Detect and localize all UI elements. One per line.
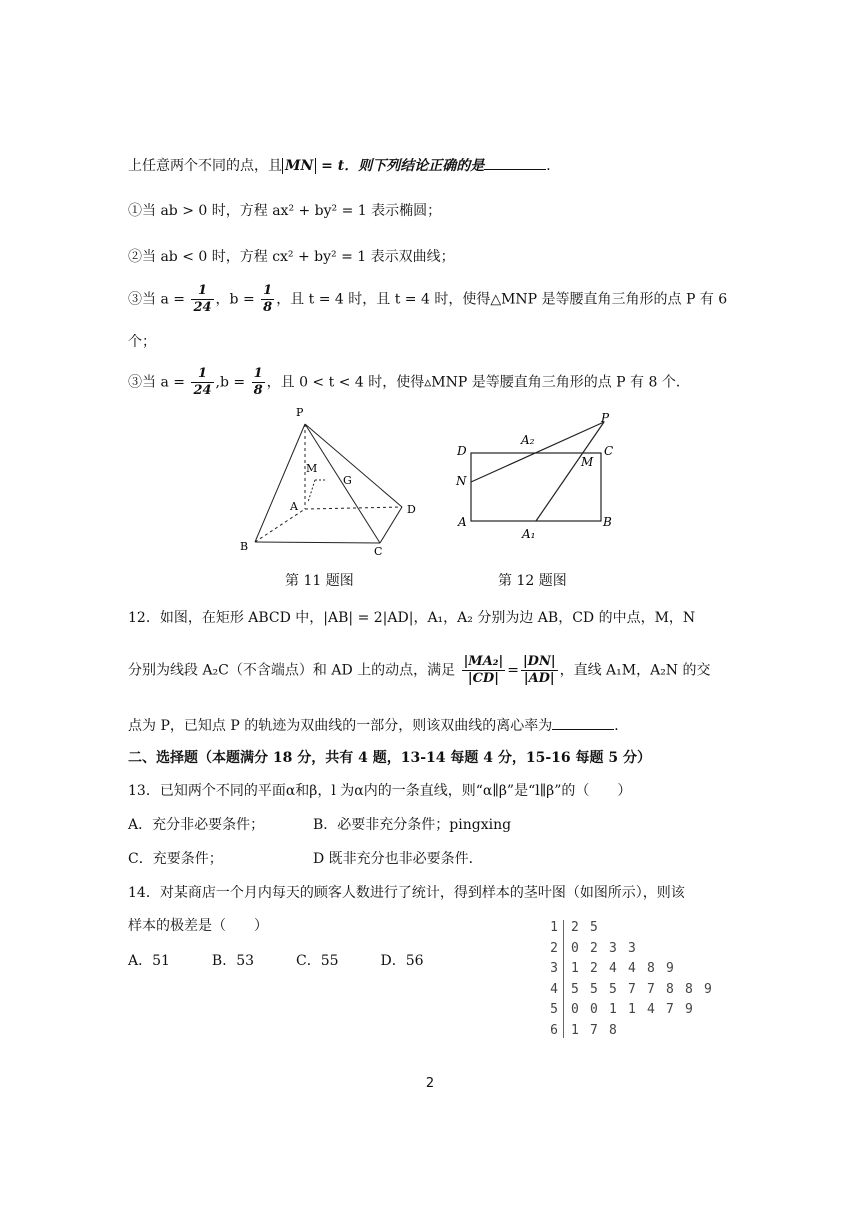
stem-leaf-plot — [545, 918, 723, 1041]
leaf-values — [563, 1021, 628, 1042]
caption-fig-11: 第 11 题图 — [285, 573, 354, 589]
leaf-values — [563, 939, 647, 960]
frac-den: 8 — [253, 383, 263, 398]
option-13-D: D 既非充分也非必要条件． — [313, 851, 483, 867]
leaf: 7 — [628, 981, 636, 997]
label-A: A — [290, 500, 298, 513]
statement-1: ①当 ab > 0 时，方程 ax² + by² = 1 表示椭圆； — [128, 203, 442, 219]
s3-pre: ③当 a = — [128, 291, 185, 308]
leaf: 8 — [609, 1022, 617, 1038]
leaf: 5 — [609, 981, 617, 997]
stem-leaf-row — [545, 939, 723, 960]
line-1-eq: = t．则下列结论正确的是 — [316, 158, 485, 174]
stem-value: 2 — [550, 940, 558, 956]
label-A: A — [458, 515, 467, 529]
label-D: D — [407, 503, 416, 516]
leaf-values — [563, 1000, 704, 1021]
statement-3 — [128, 283, 727, 316]
leaf: 2 — [590, 961, 598, 976]
frac-den: |AD| — [523, 671, 555, 686]
label-B: B — [603, 515, 612, 529]
fraction-dn-ad — [521, 654, 558, 687]
leaf: 1 — [628, 1002, 636, 1017]
s4-pre: ③当 a = — [128, 374, 185, 391]
leaf: 5 — [590, 920, 598, 935]
frac-den: |CD| — [467, 671, 499, 686]
stem-leaf-row — [545, 1021, 723, 1042]
stem-value: 5 — [550, 1002, 558, 1017]
figure-11-pyramid — [230, 402, 430, 562]
q12-post: ，直线 A₁M，A₂N 的交 — [559, 662, 711, 679]
label-A2: A₂ — [521, 433, 535, 447]
label-M: M — [581, 455, 594, 469]
label-P: P — [601, 411, 610, 425]
fraction-1-24 — [191, 366, 213, 399]
s4-post: ，且 0 < t < 4 时，使得▵MNP 是等腰直角三角形的点 P 有 8 个． — [266, 374, 690, 391]
caption-fig-12: 第 12 题图 — [498, 573, 567, 589]
leaf: 0 — [571, 940, 579, 956]
fraction-1-8 — [252, 366, 265, 399]
leaf: 5 — [590, 981, 598, 997]
frac-num: |MA₂| — [463, 654, 504, 669]
label-C: C — [604, 444, 614, 458]
line-1-text: 上任意两个不同的点，且 — [128, 158, 282, 174]
page-number: 2 — [425, 1076, 435, 1091]
leaf: 7 — [666, 1002, 674, 1017]
s3-post: ，且 t = 4 时，且 t = 4 时，使得△MNP 是等腰直角三角形的点 P 有 6 — [276, 291, 728, 308]
leaf: 4 — [628, 961, 636, 976]
stem-value: 4 — [550, 981, 558, 997]
statement-2: ②当 ab < 0 时，方程 cx² + by² = 1 表示双曲线； — [128, 249, 455, 265]
question-12-line-3 — [128, 716, 628, 736]
stem-value: 3 — [550, 961, 558, 976]
question-14-options: A．51 B．53 C．55 D．56 — [128, 953, 424, 969]
line-1-end: ． — [546, 158, 561, 174]
question-14-line-1: 14．对某商店一个月内每天的顾客人数进行了统计，得到样本的茎叶图（如图所示），则该 — [128, 885, 685, 901]
label-M: M — [306, 462, 318, 475]
label-G: G — [343, 474, 352, 487]
leaf: 9 — [666, 961, 674, 976]
leaf-values — [563, 980, 723, 1001]
q12-c: 点为 P，已知点 P 的轨迹为双曲线的一部分，则该双曲线的离心率为 — [128, 718, 553, 734]
leaf: 4 — [647, 1002, 655, 1017]
fraction-ma2-cd — [462, 654, 506, 687]
leaf: 7 — [647, 981, 655, 997]
leaf: 4 — [609, 961, 617, 976]
leaf: 9 — [685, 1002, 693, 1017]
label-N: N — [456, 474, 467, 488]
leaf: 8 — [685, 981, 693, 997]
stem-leaf-row — [545, 980, 723, 1001]
leaf-values — [563, 918, 609, 939]
label-A1: A₁ — [522, 527, 536, 541]
line-1 — [128, 156, 560, 176]
stem-value: 1 — [550, 920, 558, 935]
leaf: 0 — [590, 1002, 598, 1017]
stem-divider — [563, 920, 564, 1038]
leaf: 0 — [571, 1002, 579, 1017]
q12-eq: = — [507, 662, 519, 679]
leaf: 1 — [571, 961, 579, 976]
abs-mn: MN — [282, 158, 316, 174]
answer-blank-12 — [552, 717, 614, 730]
label-C: C — [374, 545, 383, 558]
frac-num: 1 — [191, 283, 213, 300]
leaf: 3 — [628, 940, 636, 956]
option-13-A: A．充分非必要条件； — [128, 817, 265, 833]
fraction-1-24 — [191, 283, 213, 316]
leaf: 5 — [571, 981, 579, 997]
q12-pre: 分别为线段 A₂C（不含端点）和 AD 上的动点，满足 — [128, 662, 456, 679]
frac-den: 24 — [193, 383, 212, 398]
question-14-line-2: 样本的极差是（ ） — [128, 918, 268, 934]
question-12-line-2 — [128, 654, 711, 687]
label-P: P — [296, 406, 304, 419]
leaf: 1 — [571, 1022, 579, 1038]
fraction-1-8 — [261, 283, 274, 316]
label-D: D — [457, 444, 467, 458]
question-13: 13．已知两个不同的平面α和β，l 为α内的一条直线，则“α∥β”是“l∥β”的（ ） — [128, 783, 632, 799]
stem-leaf-row — [545, 1000, 723, 1021]
frac-num: 1 — [253, 366, 263, 381]
s4-mid: ,b = — [215, 374, 246, 391]
leaf-values — [563, 959, 685, 980]
figure-12-rectangle — [452, 410, 632, 550]
s3-mid: ，b = — [215, 291, 255, 308]
q12-c-end: ． — [614, 718, 629, 734]
frac-den: 8 — [263, 300, 273, 315]
frac-den: 24 — [193, 300, 212, 315]
label-B: B — [240, 540, 249, 553]
question-12-line-1: 12．如图，在矩形 ABCD 中，|AB| = 2|AD|，A₁，A₂ 分别为边 AB，CD 的中点，M，N — [128, 610, 696, 626]
answer-blank-11 — [484, 157, 546, 170]
frac-num: 1 — [263, 283, 273, 298]
leaf: 1 — [609, 1002, 617, 1017]
statement-4 — [128, 366, 690, 399]
frac-num: |DN| — [522, 654, 556, 669]
leaf: 7 — [590, 1022, 598, 1038]
leaf: 9 — [704, 981, 712, 997]
leaf: 2 — [571, 920, 579, 935]
statement-3-cont: 个； — [128, 334, 156, 350]
frac-num: 1 — [191, 366, 213, 383]
leaf: 2 — [590, 940, 598, 956]
option-13-B: B．必要非充分条件；pingxing — [313, 817, 512, 833]
stem-value: 6 — [550, 1022, 558, 1038]
leaf: 8 — [647, 961, 655, 976]
option-13-C: C．充要条件； — [128, 851, 223, 867]
leaf: 3 — [609, 940, 617, 956]
section-2-heading: 二、选择题（本题满分 18 分，共有 4 题，13-14 每题 4 分，15-16 每题 5 分） — [128, 750, 651, 766]
stem-leaf-row — [545, 918, 723, 939]
leaf: 8 — [666, 981, 674, 997]
stem-leaf-row — [545, 959, 723, 980]
